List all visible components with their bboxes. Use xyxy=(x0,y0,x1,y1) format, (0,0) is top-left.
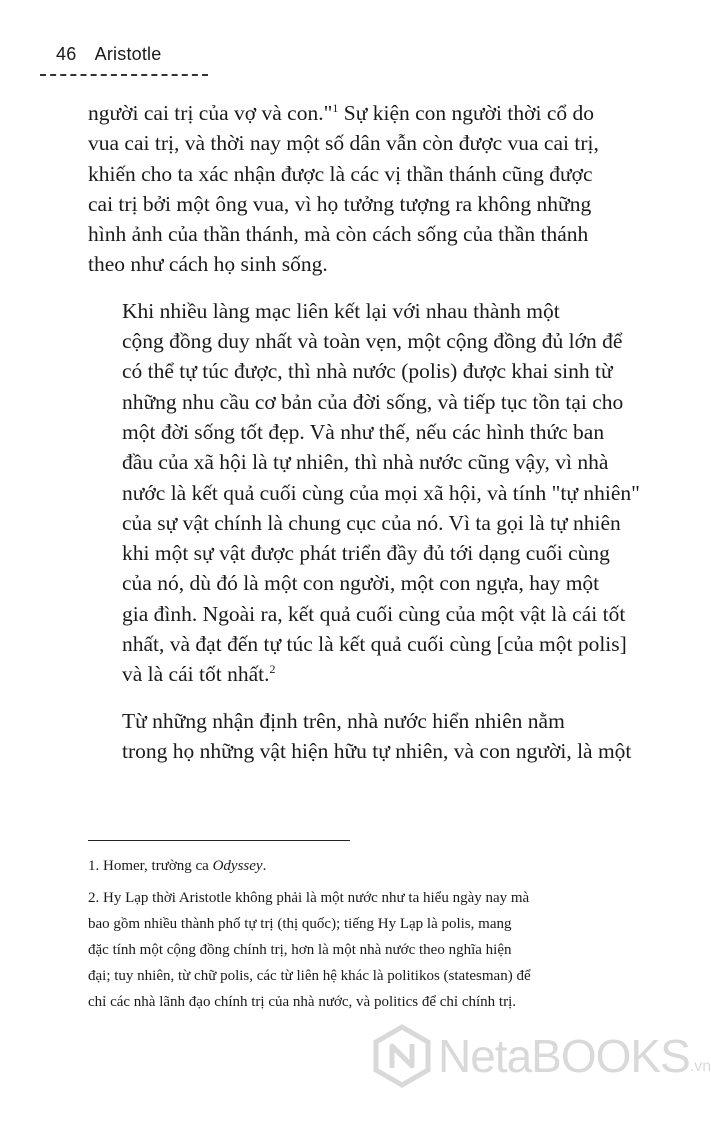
text-line: trong họ những vật hiện hữu tự nhiên, và con người, là một xyxy=(122,738,632,763)
paragraph-2 xyxy=(88,296,676,690)
footnote-2 xyxy=(88,885,676,1015)
text-line: hình ảnh của thần thánh, mà còn cách sống của thần thánh xyxy=(88,222,589,247)
watermark-text: NetaBOOKS xyxy=(438,1030,690,1082)
text-line: khiến cho ta xác nhận được là các vị thần thánh cũng được xyxy=(88,161,593,186)
text-line: của sự vật chính là chung cục của nó. Vì ta gọi là tự nhiên xyxy=(122,510,621,535)
text-line: một đời sống tốt đẹp. Và như thế, nếu các hình thức ban xyxy=(122,419,605,444)
text-line: vua cai trị, và thời nay một số dân vẫn còn được vua cai trị, xyxy=(88,131,599,156)
footnote-1-italic: Odyssey xyxy=(212,858,263,874)
watermark xyxy=(370,1020,711,1092)
footnote-separator xyxy=(88,840,350,841)
text-line: Khi nhiều làng mạc liên kết lại với nhau thành một xyxy=(122,298,560,323)
footnote-1: 1. Homer, trường ca Odyssey. xyxy=(88,858,267,874)
text-line: theo như cách họ sinh sống. xyxy=(88,252,328,277)
footnote-line: 2. Hy Lạp thời Aristotle không phải là một nước như ta hiểu ngày nay mà xyxy=(88,890,530,906)
footnote-ref-1[interactable]: 1 xyxy=(332,100,339,115)
text-line: nước là kết quả cuối cùng của mọi xã hội, và tính "tự nhiên" xyxy=(122,480,640,505)
running-head xyxy=(56,44,161,65)
text-line: có thể tự túc được, thì nhà nước (polis) được khai sinh từ xyxy=(122,359,613,384)
text-line: khi một sự vật được phát triển đầy đủ tới dạng cuối cùng xyxy=(122,541,610,566)
footnote-line: bao gồm nhiều thành phố tự trị (thị quốc); tiếng Hy Lạp là polis, mang xyxy=(88,916,512,932)
text-line: những nhu cầu cơ bản của đời sống, và tiếp tục tồn tại cho xyxy=(122,389,624,414)
watermark-suffix: .vn xyxy=(689,1058,711,1075)
text-line: cộng đồng duy nhất và toàn vẹn, một cộng đồng đủ lớn để xyxy=(122,329,623,354)
footnote-line: chỉ các nhà lãnh đạo chính trị của nhà nước, và politics để chỉ chính trị. xyxy=(88,994,516,1010)
text-line: gia đình. Ngoài ra, kết quả cuối cùng của một vật là cái tốt xyxy=(122,601,626,626)
text-line: cai trị bởi một ông vua, vì họ tưởng tượng ra không những xyxy=(88,191,592,216)
text-line: nhất, và đạt đến tự túc là kết quả cuối cùng [của một polis] xyxy=(122,632,627,657)
header-dashed-rule xyxy=(40,74,208,76)
text-line: người cai trị của vợ và con."$^1$ Sự kiện con người thời cổ do xyxy=(88,100,595,125)
footnote-line: đặc tính một cộng đồng chính trị, hơn là một nhà nước theo nghĩa hiện xyxy=(88,942,512,958)
text-line: đầu của xã hội là tự nhiên, thì nhà nước cũng vậy, vì nhà xyxy=(122,450,609,475)
page-number: 46 xyxy=(56,44,77,64)
running-title: Aristotle xyxy=(94,44,162,64)
text-line: và là cái tốt nhất.$^2$ xyxy=(122,662,276,687)
text-line: Từ những nhận định trên, nhà nước hiển nhiên nằm xyxy=(122,708,565,733)
footnotes xyxy=(88,853,676,1021)
paragraph-3 xyxy=(88,706,676,767)
body-text xyxy=(88,98,676,766)
footnote-line: đại; tuy nhiên, từ chữ polis, các từ liên hệ khác là politikos (statesman) để xyxy=(88,968,531,984)
text-line: của nó, dù đó là một con người, một con ngựa, hay một xyxy=(122,571,600,596)
paragraph-1 xyxy=(88,98,676,280)
neta-logo-icon xyxy=(370,1024,434,1088)
footnote-ref-2[interactable]: 2 xyxy=(269,662,276,677)
